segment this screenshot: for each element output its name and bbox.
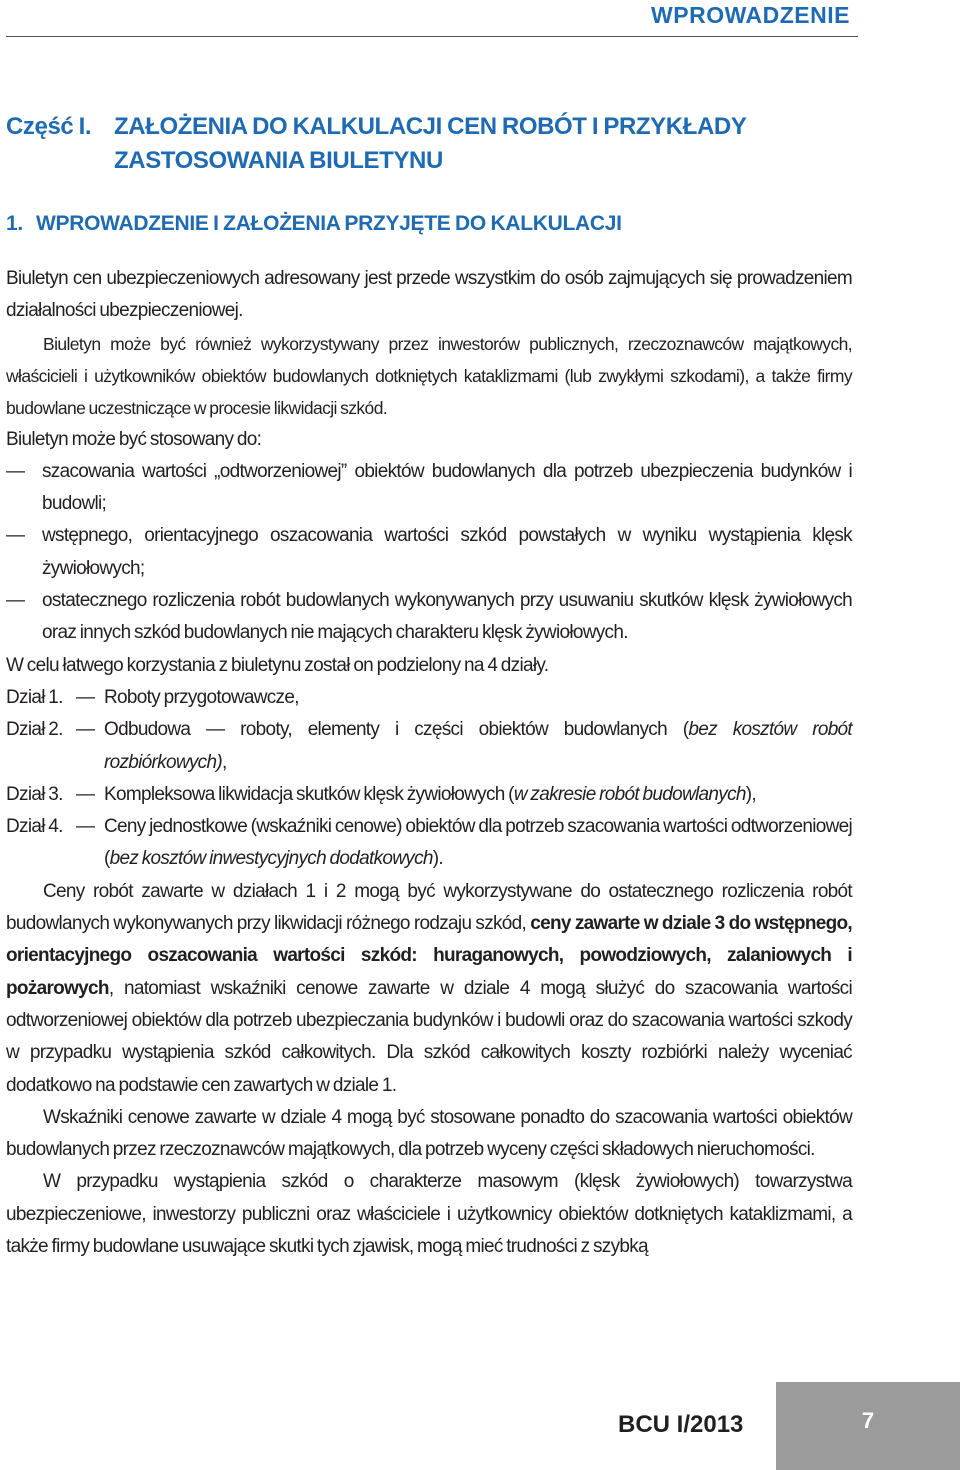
part-title-line-1: ZAŁOŻENIA DO KALKULACJI CEN ROBÓT I PRZYKŁADY [114, 113, 747, 140]
section-heading [6, 210, 852, 238]
division-text [104, 779, 852, 811]
division-text [104, 682, 852, 714]
paragraph-other-users: Biuletyn może być również wykorzystywany przez inwestorów publicznych, rzeczoznawców majątkowych, właścicieli i użytkowników obiektów budowlanych dotkniętych kataklizmami (lub zwykłymi szkodami), a także firmy budowlane uczestniczące w procesie likwidacji szkód. [6, 333, 852, 418]
paragraph-indicators: Wskaźniki cenowe zawarte w dziale 4 mogą być stosowane ponadto do szacowania wartości obiektów budowlanych przez rzeczoznawców majątkowych, dla potrzeb wyceny części składowych nieruchomości. [6, 1106, 852, 1161]
paragraph-text: , natomiast wskaźniki cenowe zawarte w dziale 4 mogą służyć do szacowania wartości odtworzeniowej obiektów dla potrzeb ubezpieczania budynków i budowli oraz do szacowania wartości szkody w przypadku wystąpienia szkód całkowitych. Dla szkód całkowitych koszty rozbiórki należy wyceniać dodatkowo na podstawie cen zawartych w dziale 1. [6, 977, 852, 1096]
division-text-italic: w zakresie robót budowlanych [513, 783, 746, 805]
division-text-main: Kompleksowa likwidacja skutków klęsk żywiołowych ( [104, 783, 514, 805]
section-number: 1. [6, 212, 23, 235]
division-text [104, 811, 852, 876]
division-item [6, 714, 852, 779]
division-text-tail: ), [745, 783, 756, 805]
usage-list [6, 456, 852, 650]
part-number: Część I. [6, 113, 92, 140]
dash-marker: — [6, 525, 25, 547]
division-text-main: Roboty przygotowawcze, [104, 686, 299, 708]
part-title [114, 110, 746, 178]
paragraph-bold-text: ceny zawarte w dziale 3 do wstępnego, orientacyjnego oszacowania wartości szkód: huraganowych, powodziowych, zalaniowych i pożarowych [6, 913, 852, 999]
division-text-tail: ). [432, 848, 443, 870]
part-title-line-2: ZASTOSOWANIA BIULETYNU [114, 147, 443, 174]
list-item-text: szacowania wartości „odtworzeniowej” obiektów budowlanych dla potrzeb ubezpieczenia budynków i budowli; [42, 460, 852, 515]
paragraph-divisions-intro: W celu łatwego korzystania z biuletynu został on podzielony na 4 działy. [6, 654, 549, 676]
division-text-italic: bez kosztów robót rozbiórkowych) [104, 719, 853, 773]
division-text-italic: bez kosztów inwestycyjnych dodatkowych [109, 848, 433, 870]
paragraph-audience: Biuletyn cen ubezpieczeniowych adresowany jest przede wszystkim do osób zajmujących się prowadzeniem działalności ubezpieczeniowej. [6, 268, 852, 322]
division-label: Dział 2. [6, 719, 63, 741]
dash-marker: — [6, 460, 25, 482]
paragraph-usage-intro: Biuletyn może być stosowany do: [6, 428, 262, 450]
list-item [6, 456, 852, 521]
division-item [6, 682, 852, 714]
dash-marker: — [76, 783, 95, 805]
page-number: 7 [861, 1408, 875, 1433]
publication-label: BCU I/2013 [618, 1411, 744, 1438]
dash-marker: — [76, 686, 95, 708]
dash-marker: — [76, 816, 95, 838]
division-text [104, 714, 852, 779]
divisions-list [6, 682, 852, 876]
division-item [6, 779, 852, 811]
division-label: Dział 3. [6, 783, 63, 805]
list-item [6, 520, 852, 585]
paragraph-text: Ceny robót zawarte w działach 1 i 2 mogą być wykorzystywane do ostatecznego rozliczenia robót budowlanych wykonywanych przy likwidacji różnego rodzaju szkód, [6, 880, 852, 935]
division-label: Dział 4. [6, 816, 63, 838]
division-text-main: Odbudowa — roboty, elementy i części obiektów budowlanych ( [104, 719, 689, 741]
list-item [6, 585, 852, 650]
division-text-tail: , [221, 751, 227, 773]
dash-marker: — [6, 590, 25, 612]
paragraph-price-usage [6, 876, 852, 1102]
page-number-box [776, 1382, 960, 1470]
part-heading [6, 110, 852, 178]
running-header-title: WPROWADZENIE [651, 2, 850, 28]
header-divider [6, 36, 858, 37]
section-title: WPROWADZENIE I ZAŁOŻENIA PRZYJĘTE DO KALKULACJI [36, 212, 622, 235]
list-item-text: ostatecznego rozliczenia robót budowlanych wykonywanych przy usuwaniu skutków klęsk żywiołowych oraz innych szkód budowlanych nie mających charakteru klęsk żywiołowych. [42, 590, 852, 644]
page-content [6, 110, 852, 1263]
division-text-main: Ceny jednostkowe (wskaźniki cenowe) obiektów dla potrzeb szacowania wartości odtworzeniowej ( [104, 816, 852, 870]
division-label: Dział 1. [6, 686, 63, 708]
paragraph-mass-damage: W przypadku wystąpienia szkód o charakterze masowym (klęsk żywiołowych) towarzystwa ubezpieczeniowe, inwestorzy publiczni oraz właściciele i użytkownicy obiektów dotkniętych kataklizmami, a także firmy budowlane usuwające skutki tych zjawisk, mogą mieć trudności z szybką [6, 1171, 852, 1258]
list-item-text: wstępnego, orientacyjnego oszacowania wartości szkód powstałych w wyniku wystąpienia klęsk żywiołowych; [42, 525, 852, 579]
dash-marker: — [76, 719, 95, 741]
division-item [6, 811, 852, 876]
